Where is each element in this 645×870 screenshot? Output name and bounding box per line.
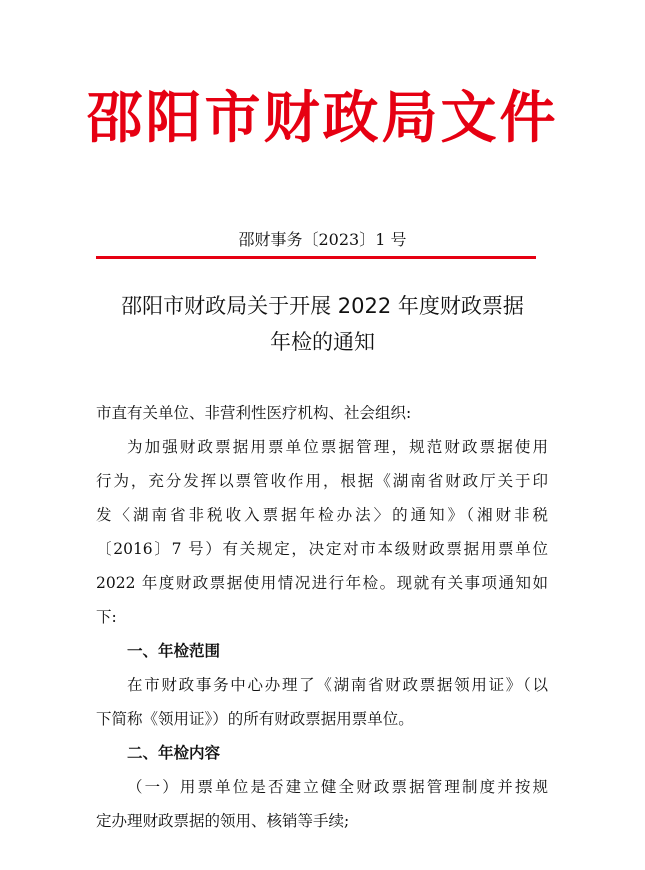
paragraph-line: 〔2016〕7 号）有关规定，决定对市本级财政票据用票单位	[96, 540, 548, 558]
paragraph-scope	[96, 668, 548, 736]
title-line-1: 邵阳市财政局关于开展 2022 年度财政票据	[121, 294, 524, 318]
salutation: 市直有关单位、非营利性医疗机构、社会组织:	[96, 404, 412, 422]
paragraph-line: 下:	[96, 608, 117, 626]
document-masthead: 邵阳市财政局文件	[86, 85, 559, 151]
title-line-2: 年检的通知	[270, 330, 375, 354]
paragraph-line: 行为，充分发挥以票管收作用，根据《湖南省财政厅关于印	[96, 472, 548, 490]
paragraph-line: 发〈湖南省非税收入票据年检办法〉的通知》（湘财非税	[96, 506, 548, 524]
document-title	[0, 288, 645, 360]
paragraph-intro	[96, 430, 548, 634]
paragraph-line: （一）用票单位是否建立健全财政票据管理制度并按规	[127, 778, 548, 796]
paragraph-line: 2022 年度财政票据使用情况进行年检。现就有关事项通知如	[96, 574, 548, 592]
section-heading-content: 二、年检内容	[127, 744, 221, 762]
red-divider-line	[96, 256, 536, 259]
paragraph-line: 在市财政事务中心办理了《湖南省财政票据领用证》（以	[127, 676, 548, 694]
document-number: 邵财事务〔2023〕1 号	[238, 230, 407, 249]
paragraph-line: 下简称《领用证》）的所有财政票据用票单位。	[96, 710, 414, 728]
section-heading-scope: 一、年检范围	[127, 642, 221, 660]
paragraph-content	[96, 770, 548, 838]
paragraph-line: 定办理财政票据的领用、核销等手续;	[96, 812, 350, 830]
document-body	[96, 396, 548, 838]
paragraph-line: 为加强财政票据用票单位票据管理，规范财政票据使用	[127, 438, 548, 456]
